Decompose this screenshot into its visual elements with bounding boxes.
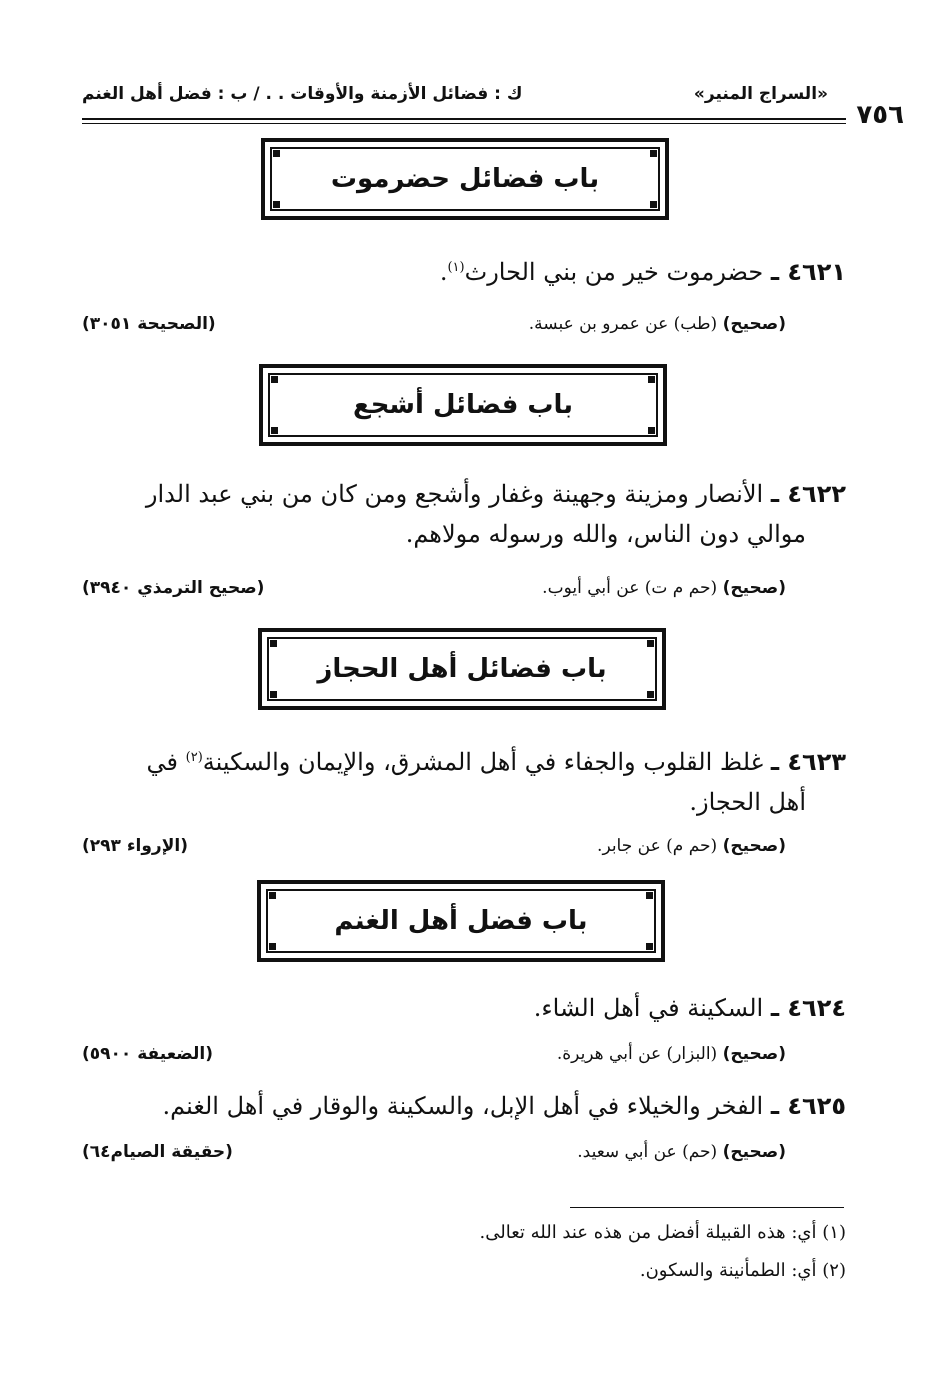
header-rule-thin: [82, 123, 846, 124]
bab-title: باب فضائل أهل الحجاز: [317, 654, 607, 684]
grade-line: (صحيح) (طب) عن عمرو بن عبسة.: [528, 314, 786, 334]
reference: (الضعيفة ٥٩٠٠): [82, 1044, 214, 1064]
footnote: (١) أي: هذه القبيلة أفضل من هذه عند الله تعالى.: [479, 1222, 846, 1243]
hadith-4624: ٤٦٢٤ ـ السكينة في أهل الشاء.: [533, 994, 846, 1022]
bab-title: باب فضل أهل الغنم: [334, 906, 588, 936]
page-number: ٧٥٦: [856, 100, 904, 130]
running-header: [82, 84, 828, 116]
hadith-4622: ٤٦٢٢ ـ الأنصار ومزينة وجهينة وغفار وأشجع ومن كان من بني عبد الدار موالي دون الناس، والله ورسوله مولاهم.: [145, 480, 846, 548]
reference: (الصحيحة ٣٠٥١): [82, 314, 216, 334]
bab-box: [258, 628, 666, 710]
grade-line: (صحيح) (البزار) عن أبي هريرة.: [556, 1044, 786, 1064]
reference: (حقيقة الصيام٦٤): [82, 1142, 233, 1162]
footnote: (٢) أي: الطمأنينة والسكون.: [639, 1260, 846, 1281]
reference: (صحيح الترمذي ٣٩٤٠): [82, 578, 265, 598]
reference: (الإرواء ٢٩٣): [82, 836, 188, 856]
hadith-4625: ٤٦٢٥ ـ الفخر والخيلاء في أهل الإبل، والسكينة والوقار في أهل الغنم.: [162, 1092, 846, 1120]
bab-title: باب فضائل أشجع: [352, 390, 574, 420]
hadith-4623: ٤٦٢٣ ـ غلظ القلوب والجفاء في أهل المشرق، والإيمان والسكينة$^{(٢)}$ في أهل الحجاز.: [146, 748, 846, 816]
grade-line: (صحيح) (حم م ت) عن أبي أيوب.: [542, 578, 786, 598]
grade-line: (صحيح) (حم) عن أبي سعيد.: [577, 1142, 786, 1162]
header-rule: [82, 118, 846, 120]
book-title: «السراج المنير»: [693, 84, 828, 104]
footnote-mark: (١): [447, 260, 465, 275]
bab-title: باب فضائل حضرموت: [330, 164, 600, 194]
bab-box: [261, 138, 669, 220]
chapter-title: ك : فضائل الأزمنة والأوقات . . / ب : فضل أهل الغنم: [82, 84, 523, 104]
bab-box: [259, 364, 667, 446]
bab-box: [257, 880, 665, 962]
footnote-rule: [570, 1207, 844, 1208]
hadith-4621: ٤٦٢١ ـ حضرموت خير من بني الحارث$^{(١)}$.: [439, 258, 846, 286]
grade-line: (صحيح) (حم م) عن جابر.: [597, 836, 786, 856]
